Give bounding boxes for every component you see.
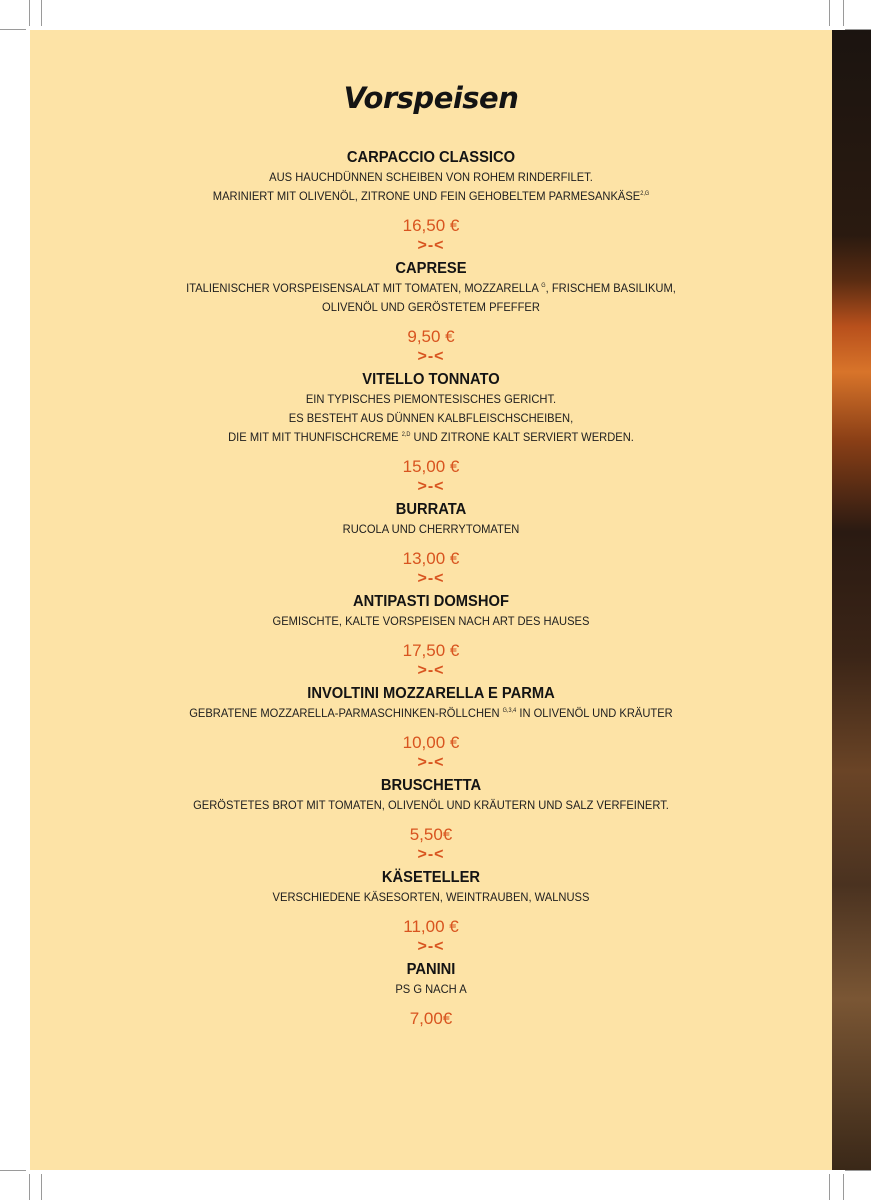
menu-item-price: 5,50€ (409, 825, 453, 844)
menu-item-price: 13,00 € (402, 549, 460, 568)
menu-item-name: VITELLO TONNATO (362, 371, 500, 388)
menu-item (30, 592, 832, 680)
crop-mark (41, 1174, 42, 1200)
separator: >-< (417, 662, 445, 679)
menu-item-name: BURRATA (395, 501, 467, 518)
allergen-note: G (541, 283, 546, 289)
menu-item-name: CARPACCIO CLASSICO (346, 149, 516, 166)
menu-item-description: AUS HAUCHDÜNNEN SCHEIBEN VON ROHEM RINDERFILET. MARINIERT MIT OLIVENÖL, ZITRONE UND FEIN GEHOBELTEM $PARMESANKÄSE^{2,G}$ (212, 170, 650, 203)
menu-item-price: 11,00 € (403, 917, 459, 936)
menu-item (30, 960, 832, 1030)
separator: >-< (417, 348, 445, 365)
menu-item-name: INVOLTINI MOZZARELLA E PARMA (307, 685, 555, 702)
menu-item-name: ANTIPASTI DOMSHOF (353, 593, 509, 610)
menu-item-name: CAPRESE (395, 260, 467, 277)
separator: >-< (417, 570, 445, 587)
crop-mark (843, 0, 844, 26)
separator: >-< (417, 237, 445, 254)
menu-item (30, 259, 832, 366)
menu-item-price: 15,00 € (402, 457, 460, 476)
menu-item-price: 17,50 € (402, 641, 460, 660)
menu-item-description: PS G NACH A (395, 982, 467, 996)
crop-mark (843, 1174, 844, 1200)
menu-item-price: 10,00 € (402, 733, 460, 752)
crop-mark (829, 0, 830, 26)
menu-item (30, 776, 832, 864)
menu-item (30, 868, 832, 956)
crop-mark (29, 1174, 30, 1200)
menu-item-price: 16,50 € (402, 216, 460, 235)
menu-item-price: 7,00€ (409, 1009, 453, 1028)
separator: >-< (417, 938, 445, 955)
photo-bleed-strip (832, 30, 871, 1170)
menu-item-price: 9,50 € (407, 327, 455, 346)
allergen-note: 2,D (401, 432, 411, 438)
menu-item (30, 500, 832, 588)
separator: >-< (417, 754, 445, 771)
menu-item-description: GERÖSTETES BROT MIT TOMATEN, OLIVENÖL UND KRÄUTERN UND SALZ VERFEINERT. (193, 798, 669, 812)
menu-item-name: KÄSETELLER (381, 869, 481, 886)
page-title: Vorspeisen (343, 81, 519, 115)
allergen-note: 2,G (640, 191, 650, 197)
menu-list (30, 146, 832, 1030)
crop-mark (29, 0, 30, 26)
menu-item (30, 370, 832, 496)
menu-item-name: PANINI (406, 961, 456, 978)
menu-item-name: BRUSCHETTA (380, 777, 482, 794)
menu-item (30, 148, 832, 255)
crop-mark (0, 29, 26, 30)
menu-item-description: GEBRATENE MOZZARELLA-PARMASCHINKEN-RÖLLCHEN $^{G,3,4}$ IN OLIVENÖL UND KRÄUTER (189, 706, 673, 720)
menu-item (30, 684, 832, 772)
crop-mark (829, 1174, 830, 1200)
crop-mark (845, 1170, 871, 1171)
menu-item-description: VERSCHIEDENE KÄSESORTEN, WEINTRAUBEN, WALNUSS (272, 890, 590, 904)
separator: >-< (417, 846, 445, 863)
menu-item-description: ITALIENISCHER VORSPEISENSALAT MIT TOMATEN, MOZZARELLA $^G$, FRISCHEM BASILIKUM, OLIVENÖL UND GERÖSTETEM PFEFFER (186, 281, 676, 314)
separator: >-< (417, 478, 445, 495)
allergen-note: G,3,4 (502, 708, 517, 714)
menu-item-description: EIN TYPISCHES PIEMONTESISCHES GERICHT. ES BESTEHT AUS DÜNNEN KALBFLEISCHSCHEIBEN, DIE MIT MIT THUNFISCHCREME $^{2,D}$ UND ZITRONE KALT SERVIERT WERDEN. (228, 392, 634, 444)
crop-mark (0, 1170, 26, 1171)
crop-mark (41, 0, 42, 26)
menu-item-description: GEMISCHTE, KALTE VORSPEISEN NACH ART DES HAUSES (272, 614, 590, 628)
menu-item-description: RUCOLA UND CHERRYTOMATEN (342, 522, 520, 536)
menu-page (30, 30, 832, 1170)
